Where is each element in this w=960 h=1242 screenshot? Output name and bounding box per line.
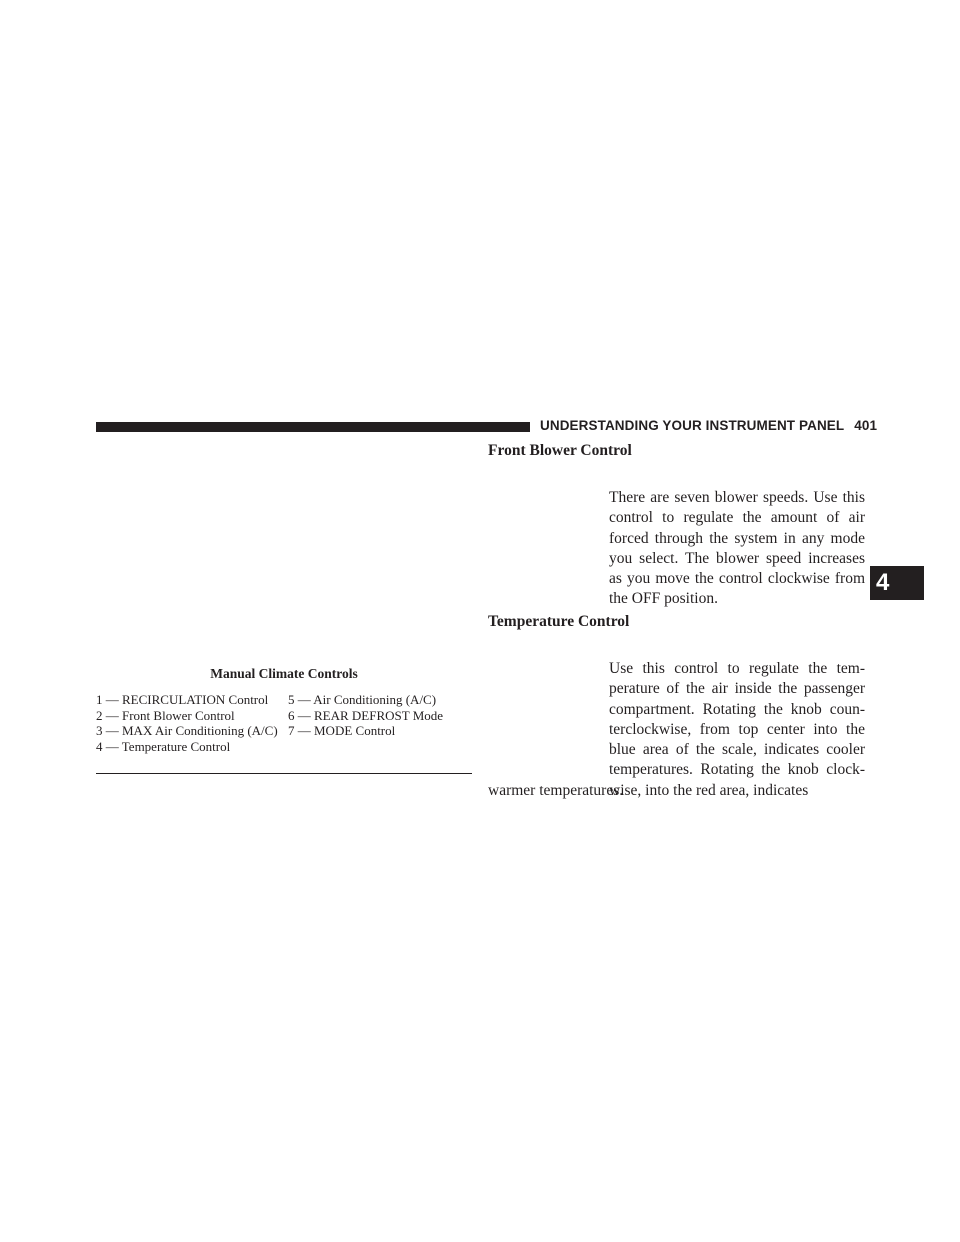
section-heading-temperature: Temperature Control bbox=[488, 613, 630, 630]
section-body-blower: There are seven blower speeds. Use this control to regulate the amount of air forced through the system in any mode you select. The blower speed increases as you move the control clockwise from the OFF position. bbox=[609, 489, 865, 608]
legend-item: 3 — MAX Air Conditioning (A/C) bbox=[96, 723, 278, 738]
chapter-tab: 4 bbox=[870, 566, 924, 600]
figure-caption: Manual Climate Controls bbox=[210, 666, 358, 681]
legend-column-left bbox=[96, 692, 284, 754]
header-title: UNDERSTANDING YOUR INSTRUMENT PANEL bbox=[540, 418, 845, 433]
section-heading-blower: Front Blower Control bbox=[488, 442, 632, 459]
legend-item: 5 — Air Conditioning (A/C) bbox=[288, 692, 437, 707]
legend-item: 4 — Temperature Control bbox=[96, 738, 231, 754]
legend-column-right bbox=[288, 692, 474, 739]
legend-divider bbox=[96, 773, 472, 774]
running-header bbox=[540, 418, 878, 436]
header-rule bbox=[96, 422, 530, 432]
page-number: 401 bbox=[854, 418, 878, 433]
section-body-temperature-tail: warmer temperatures. bbox=[488, 782, 624, 799]
legend-item: 2 — Front Blower Control bbox=[96, 707, 235, 723]
section-body-temperature: Use this control to regulate the tem-perature of the air inside the passenger compartment. Rotating the knob coun-terclockwise, from top center into the blue area of the scale, indicates cooler temperatures. Rotating the knob clock-wise, into the red area, indicates bbox=[609, 660, 865, 799]
legend-item: 7 — MODE Control bbox=[288, 723, 396, 738]
legend-item: 6 — REAR DEFROST Mode bbox=[288, 707, 444, 723]
legend-item: 1 — RECIRCULATION Control bbox=[96, 692, 269, 707]
